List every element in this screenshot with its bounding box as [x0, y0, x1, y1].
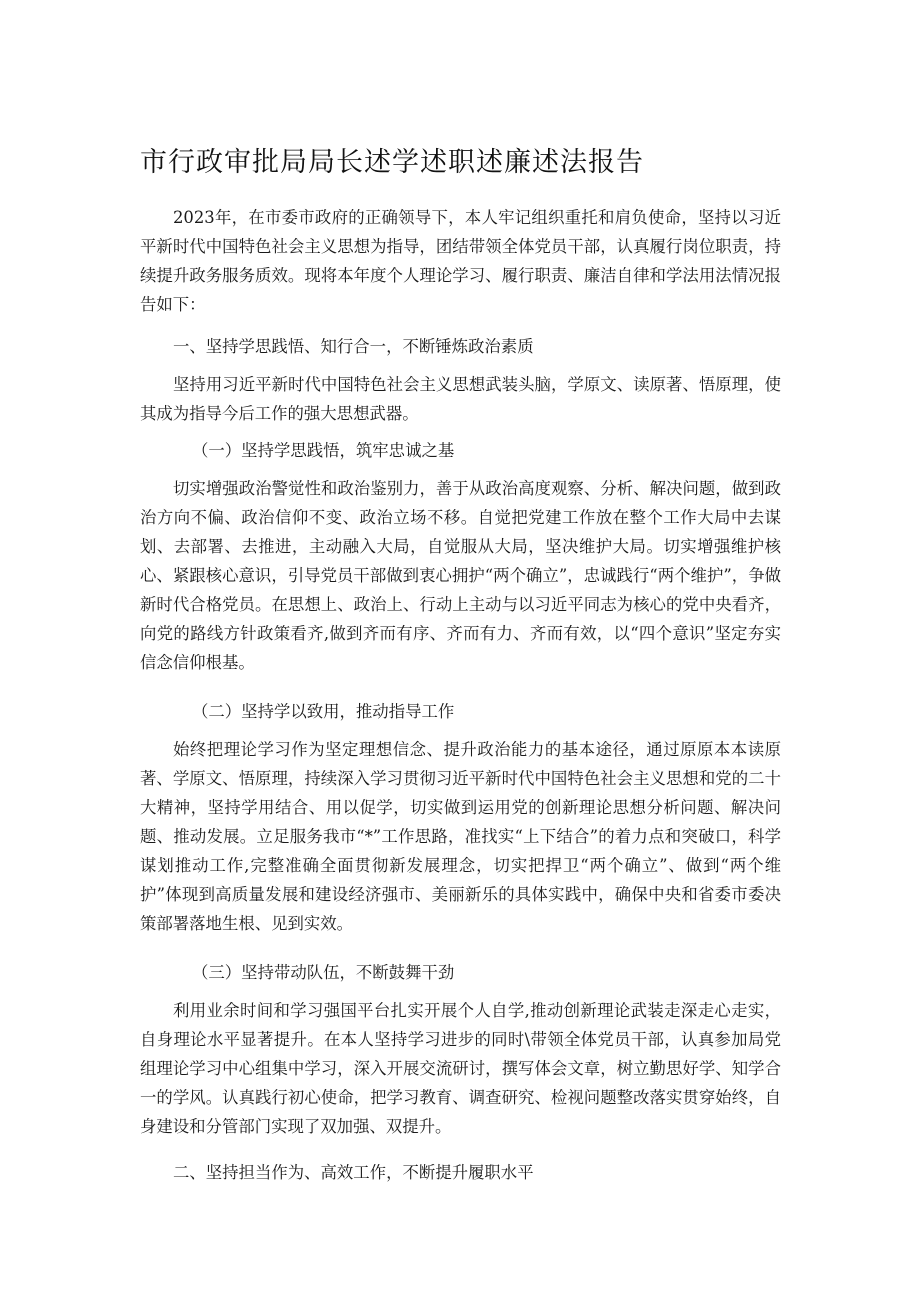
subsection-3-paragraph: 利用业余时间和学习强国平台扎实开展个人自学,推动创新理论武装走深走心走实，自身理论水平显著提升。在本人坚持学习进步的同时\带领全体党员干部，认真参加局党组理论学习中心组集中学习，深入开展交流研讨，撰写体会文章，树立勤思好学、知学合一的学风。认真践行初心使命，把学习教育、调查研究、检视问题整改落实贯穿始终，自身建设和分管部门实现了双加强、双提升。: [140, 1001, 781, 1136]
subsection-2-paragraph: 始终把理论学习作为坚定理想信念、提升政治能力的基本途径，通过原原本本读原著、学原文、悟原理，持续深入学习贯彻习近平新时代中国特色社会主义思想和党的二十大精神，坚持学用结合、用以促学，切实做到运用党的创新理论思想分析问题、解决问题、推动发展。立足服务我市“*”工作思路，准找实“上下结合”的着力点和突破口，科学谋划推动工作,完整准确全面贯彻新发展理念，切实把捍卫“两个确立”、做到“两个维护”体现到高质量发展和建设经济强市、美丽新乐的具体实践中，确保中央和省委市委决策部署落地生根、见到实效。: [140, 740, 781, 933]
intro-paragraph: 2023年，在市委市政府的正确领导下，本人牢记组织重托和肩负使命，坚持以习近平新时代中国特色社会主义思想为指导，团结带领全体党员干部，认真履行岗位职责，持续提升政务服务质效。现将本年度个人理论学习、履行职责、廉洁自律和学法用法情况报告如下：: [140, 208, 781, 314]
document-title: 市行政审批局局长述学述职述廉述法报告: [140, 147, 644, 178]
subsection-1-paragraph: 切实增强政治警觉性和政治鉴别力，善于从政治高度观察、分析、解决问题，做到政治方向不偏、政治信仰不变、政治立场不移。自觉把党建工作放在整个工作大局中去谋划、去部署、去推进，主动融入大局，自觉服从大局，坚决维护大局。切实增强维护核心、紧跟核心意识，引导党员干部做到衷心拥护“两个确立”，忠诚践行“两个维护”，争做新时代合格党员。在思想上、政治上、行动上主动与以习近平同志为核心的党中央看齐，向党的路线方针政策看齐,做到齐而有序、齐而有力、齐而有效，以“四个意识”坚定夯实信念信仰根基。: [140, 479, 781, 672]
section-1-heading: 一、坚持学思践悟、知行合一，不断锤炼政治素质: [173, 337, 534, 356]
section-1-paragraph: 坚持用习近平新时代中国特色社会主义思想武装头脑，学原文、读原著、悟原理，使其成为指导今后工作的强大思想武器。: [140, 375, 781, 423]
subsection-1-heading: （一）坚持学思践悟，筑牢忠诚之基: [192, 441, 455, 460]
section-2-heading: 二、坚持担当作为、高效工作，不断提升履职水平: [173, 1163, 534, 1182]
subsection-2-heading: （二）坚持学以致用，推动指导工作: [192, 702, 455, 721]
subsection-3-heading: （三）坚持带动队伍，不断鼓舞干劲: [192, 963, 455, 982]
